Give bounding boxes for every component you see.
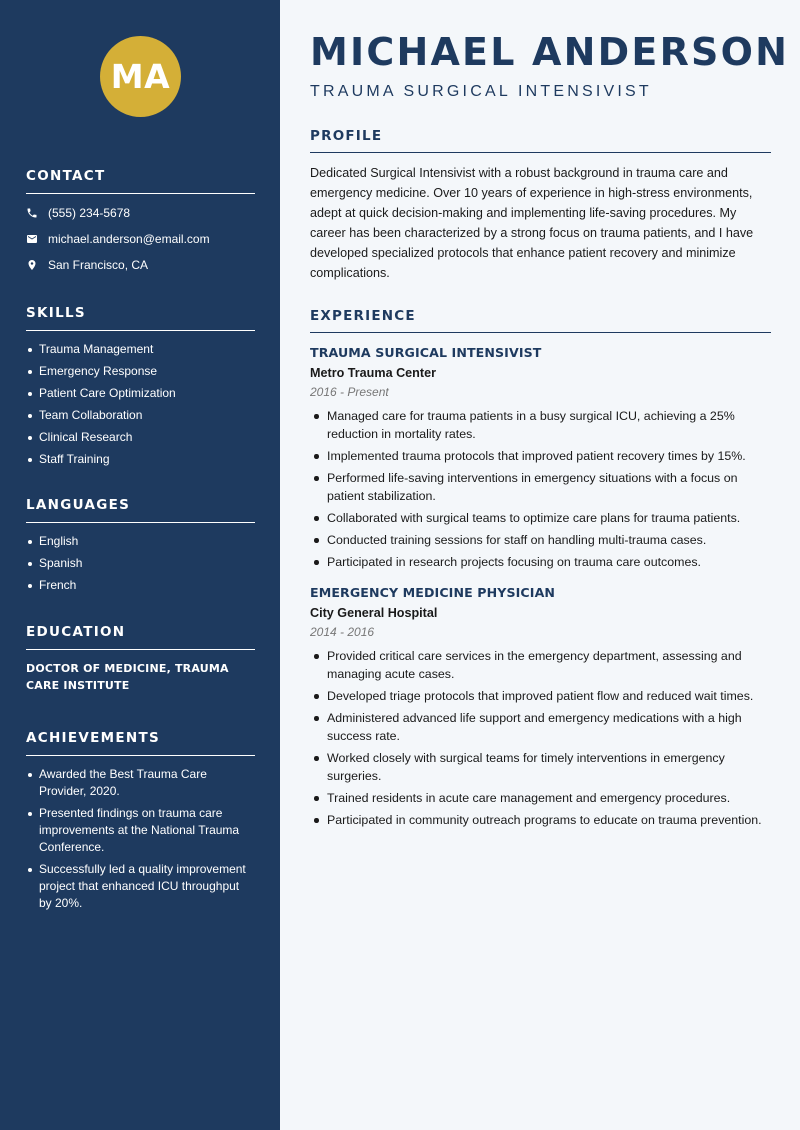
job-bullets bbox=[310, 647, 771, 829]
job-entry bbox=[310, 345, 771, 571]
profile-section bbox=[310, 128, 771, 283]
skill-item: Staff Training bbox=[26, 451, 255, 468]
education-degree: DOCTOR OF MEDICINE, TRAUMA CARE INSTITUTE bbox=[26, 662, 229, 692]
skills-heading: SKILLS bbox=[26, 305, 255, 331]
job-title: TRAUMA SURGICAL INTENSIVIST bbox=[310, 345, 542, 360]
contact-section bbox=[26, 168, 255, 274]
job-bullet: Participated in research projects focusing on trauma care outcomes. bbox=[310, 553, 771, 571]
job-company: City General Hospital bbox=[310, 606, 438, 620]
job-bullet: Managed care for trauma patients in a busy surgical ICU, achieving a 25% reduction in mortality rates. bbox=[310, 407, 771, 443]
job-bullet: Collaborated with surgical teams to optimize care plans for trauma patients. bbox=[310, 509, 771, 527]
candidate-name: MICHAEL ANDERSON bbox=[310, 30, 790, 74]
languages-list bbox=[26, 533, 255, 594]
skill-item: Patient Care Optimization bbox=[26, 385, 255, 402]
experience-heading: EXPERIENCE bbox=[310, 308, 771, 333]
achievements-heading: ACHIEVEMENTS bbox=[26, 730, 255, 756]
location-pin-icon bbox=[26, 259, 38, 271]
skill-item: Team Collaboration bbox=[26, 407, 255, 424]
avatar: MA bbox=[100, 36, 181, 117]
job-company: Metro Trauma Center bbox=[310, 366, 436, 380]
language-item: French bbox=[26, 577, 255, 594]
language-item: English bbox=[26, 533, 255, 550]
job-bullets bbox=[310, 407, 771, 571]
education-heading: EDUCATION bbox=[26, 624, 255, 650]
contact-heading: CONTACT bbox=[26, 168, 255, 194]
location-text: San Francisco, CA bbox=[48, 258, 149, 272]
mail-icon bbox=[26, 233, 38, 245]
job-bullet: Trained residents in acute care management and emergency procedures. bbox=[310, 789, 771, 807]
contact-phone bbox=[26, 204, 255, 222]
skills-list bbox=[26, 341, 255, 468]
job-bullet: Worked closely with surgical teams for timely interventions in emergency surgeries. bbox=[310, 749, 771, 785]
skills-section bbox=[26, 305, 255, 473]
job-bullet: Administered advanced life support and emergency medications with a high success rate. bbox=[310, 709, 771, 745]
skill-item: Clinical Research bbox=[26, 429, 255, 446]
languages-heading: LANGUAGES bbox=[26, 497, 255, 523]
job-bullet: Conducted training sessions for staff on handling multi-trauma cases. bbox=[310, 531, 771, 549]
skill-item: Trauma Management bbox=[26, 341, 255, 358]
job-bullet: Developed triage protocols that improved patient flow and reduced wait times. bbox=[310, 687, 771, 705]
job-dates: 2016 - Present bbox=[310, 385, 389, 399]
achievement-item: Successfully led a quality improvement project that enhanced ICU throughput by 20%. bbox=[26, 861, 255, 912]
job-bullet: Participated in community outreach programs to educate on trauma prevention. bbox=[310, 811, 771, 829]
contact-email bbox=[26, 230, 255, 248]
education-section bbox=[26, 624, 255, 694]
phone-text: (555) 234-5678 bbox=[48, 206, 131, 220]
job-title: EMERGENCY MEDICINE PHYSICIAN bbox=[310, 585, 556, 600]
achievement-item: Awarded the Best Trauma Care Provider, 2020. bbox=[26, 766, 255, 800]
experience-section bbox=[310, 308, 771, 833]
sidebar bbox=[0, 0, 280, 1130]
job-bullet: Provided critical care services in the emergency department, assessing and managing acute cases. bbox=[310, 647, 771, 683]
candidate-title: TRAUMA SURGICAL INTENSIVIST bbox=[310, 83, 652, 100]
contact-location bbox=[26, 256, 255, 274]
achievements-list bbox=[26, 766, 255, 912]
achievements-section bbox=[26, 730, 255, 917]
email-text: michael.anderson@email.com bbox=[48, 232, 210, 246]
job-bullet: Performed life-saving interventions in emergency situations with a focus on patient stabilization. bbox=[310, 469, 771, 505]
job-dates: 2014 - 2016 bbox=[310, 625, 375, 639]
profile-heading: PROFILE bbox=[310, 128, 771, 153]
language-item: Spanish bbox=[26, 555, 255, 572]
skill-item: Emergency Response bbox=[26, 363, 255, 380]
phone-icon bbox=[26, 207, 38, 219]
achievement-item: Presented findings on trauma care improvements at the National Trauma Conference. bbox=[26, 805, 255, 856]
job-bullet: Implemented trauma protocols that improved patient recovery times by 15%. bbox=[310, 447, 771, 465]
languages-section bbox=[26, 497, 255, 599]
job-entry bbox=[310, 585, 771, 829]
profile-text: Dedicated Surgical Intensivist with a robust background in trauma care and emergency medicine. Over 10 years of experience in high-stress environments, adept at quick decision-making and implementing life-saving procedures. My career has been characterized by a strong focus on trauma patients, and I have developed specialized protocols that enhance patient recovery and minimize complications. bbox=[310, 166, 754, 280]
